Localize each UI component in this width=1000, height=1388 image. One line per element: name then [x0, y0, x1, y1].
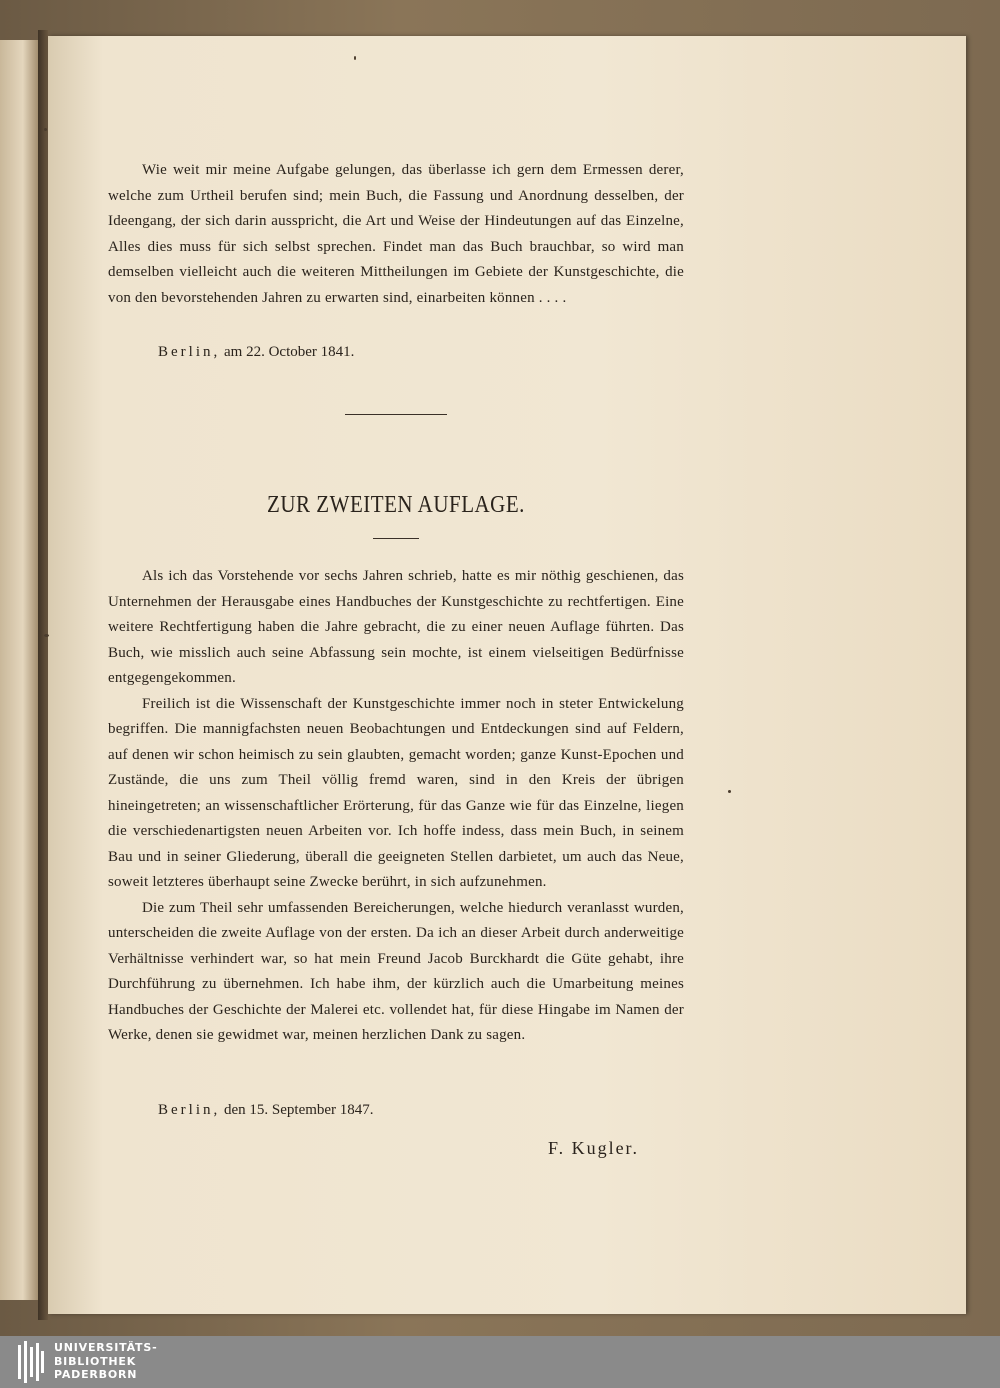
paper-speck	[728, 790, 731, 793]
date-line-1841	[158, 344, 354, 361]
separator-rule	[345, 414, 447, 415]
date-place: Berlin,	[158, 1102, 221, 1118]
heading-rule	[373, 538, 419, 539]
date-place: Berlin,	[158, 344, 221, 360]
logo-line: UNIVERSITÄTS-	[54, 1341, 158, 1354]
paper-speck	[44, 128, 47, 131]
paragraph: Freilich ist die Wissenschaft der Kunstgeschichte immer noch in steter Entwickelung begriffen. Die mannigfachsten neuen Beobachtungen und Entdeckungen sind auf Feldern, auf denen wir schon heimisch zu sein glaubten, gemacht worden; ganze Kunst-Epochen und Zustände, die uns zum Theil völlig fremd waren, sind in den Kreis der übrigen hineingetreten; an wissenschaftlicher Erörterung, für das Ganze wie für das Einzelne, liegen die verschiedenartigsten neuen Arbeiten vor. Ich hoffe indess, dass mein Buch, in seinem Bau und in seiner Gliederung, überall die geeigneten Stellen darbietet, um auch das Neue, soweit letzteres überhaupt seine Zwecke berührt, in sich aufzunehmen.	[108, 695, 684, 890]
preface-text-bottom	[108, 564, 684, 1049]
book-gutter	[38, 30, 48, 1320]
logo-line: PADERBORN	[54, 1368, 138, 1381]
date-text: am 22. October 1841.	[224, 344, 355, 360]
paper-speck	[44, 634, 49, 637]
author-signature: F. Kugler.	[548, 1138, 640, 1158]
date-text: den 15. September 1847.	[224, 1102, 374, 1118]
paragraph: Wie weit mir meine Aufgabe gelungen, das überlasse ich gern dem Ermessen derer, welche zum Urtheil berufen sind; mein Buch, die Fassung und Anordnung desselben, der Ideengang, der sich darin ausspricht, die Art und Weise der Hindeutungen auf das Einzelne, Alles dies muss für sich selbst sprechen. Findet man das Buch brauchbar, so wird man demselben vielleicht auch die weiteren Mittheilungen im Gebiete der Kunstgeschichte, die von den bevorstehenden Jahren zu erwarten sind, einarbeiten können . . . .	[108, 162, 684, 306]
paragraph: Als ich das Vorstehende vor sechs Jahren schrieb, hatte es mir nöthig geschienen, das Unternehmen der Herausgabe eines Handbuches der Kunstgeschichte zu rechtfertigen. Eine weitere Rechtfertigung haben die Jahre gebracht, die zu einer neuen Auflage führten. Das Buch, wie misslich auch seine Abfassung sein mochte, ist einem vielseitigen Bedürfnisse entgegengekommen.	[108, 568, 684, 686]
date-line-1847	[158, 1102, 374, 1119]
left-page-edge	[0, 40, 40, 1300]
preface-text-top	[108, 158, 684, 311]
paragraph: Die zum Theil sehr umfassenden Bereicherungen, welche hiedurch veranlasst wurden, unterscheiden die zweite Auflage von der ersten. Da ich an dieser Arbeit durch anderweitige Verhältnisse verhindert war, so hat mein Freund Jacob Burckhardt die Güte gehabt, ihre Durchführung zu übernehmen. Ich habe ihm, der kürzlich auch die Umarbeitung meines Handbuches der Geschichte der Malerei etc. vollendet hat, für diese Hingabe im Namen der Werke, denen sie gewidmet war, meinen herzlichen Dank zu sagen.	[108, 899, 684, 1043]
library-logo-text	[54, 1341, 157, 1382]
logo-line: BIBLIOTHEK	[54, 1354, 137, 1368]
paper-speck	[354, 56, 356, 60]
library-footer-bar	[0, 1336, 1000, 1388]
library-logo-icon	[18, 1341, 44, 1383]
section-heading: ZUR ZWEITEN AUFLAGE.	[267, 490, 525, 518]
